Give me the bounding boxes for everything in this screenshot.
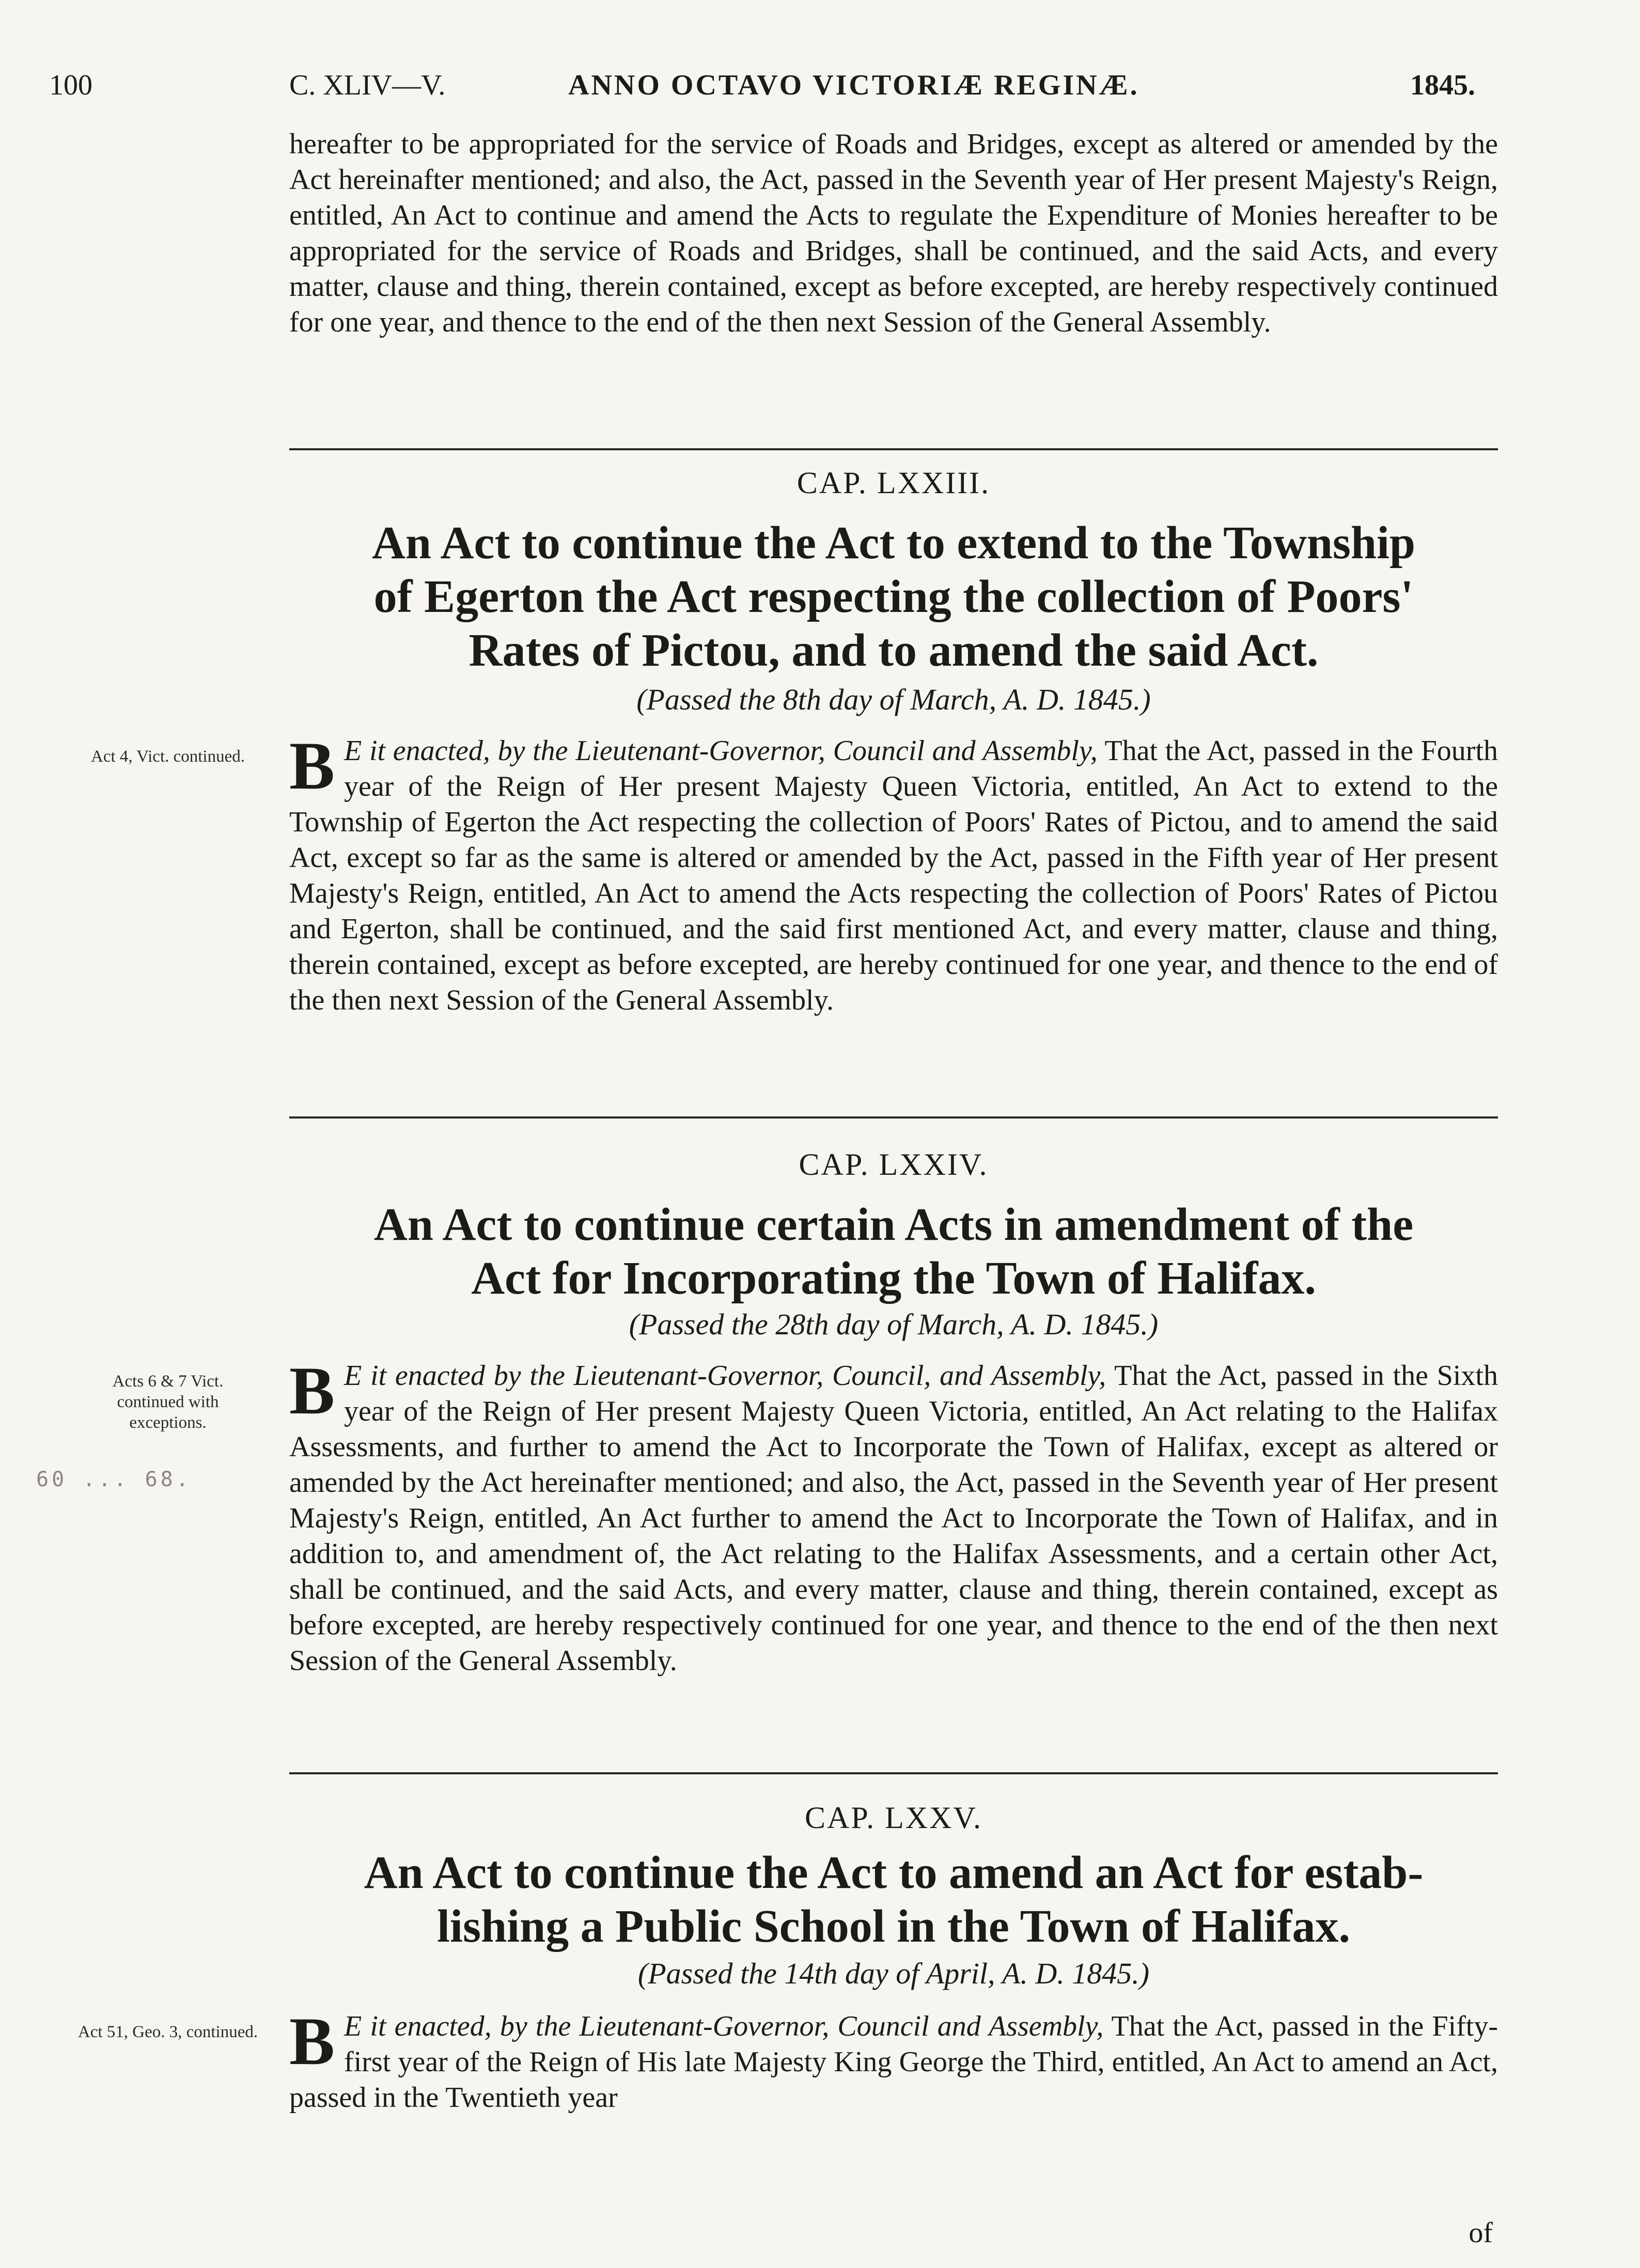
act-title-line: of Egerton the Act respecting the collection of Poors' xyxy=(373,571,1414,622)
act-title-line: An Act to continue the Act to amend an Act for estab- xyxy=(364,1847,1424,1898)
cap-heading: CAP. LXXIII. xyxy=(796,466,991,500)
enacting-clause xyxy=(289,2003,1498,2116)
act-title xyxy=(289,516,1498,678)
enacting-formula: E it enacted, by the Lieutenant-Governor, Council and Assembly, xyxy=(344,735,1098,767)
clause-text: That the Act, passed in the Fourth year of the Reign of Her present Majesty Queen Victoria, entitled, An Act to extend to the Township of Egerton the Act respecting the collection of Poors' Rates of Pictou, and to amend the said Act, except so far as the same is altered or amended by the Act, passed in the Fifth year of Her present Majesty's Reign, entitled, An Act to amend the Acts respecting the collection of Poors' Rates of Pictou and Egerton, shall be continued, and the said first mentioned Act, and every matter, clause and thing, therein contained, except as before excepted, are hereby continued for one year, and thence to the end of the then next Session of the General Assembly. xyxy=(289,735,1498,1016)
passed-date: (Passed the 8th day of March, A. D. 1845.) xyxy=(636,683,1151,716)
clause-text: That the Act, passed in the Sixth year of the Reign of Her present Majesty Queen Victoria, entitled, An Act relating to the Halifax Assessments, and further to amend the Act to Incorporate the Town of Halifax, except as altered or amended by the Act hereinafter mentioned; and also, the Act, passed in the Seventh year of Her present Majesty's Reign, entitled, An Act further to amend the Act to Incorporate the Town of Halifax, and in addition to, and amendment of, the Act relating to the Halifax Assessments, and a certain other Act, shall be continued, and the said Acts, and every matter, clause and thing, therein contained, except as before excepted, are hereby respectively continued for one year, and thence to the end of the then next Session of the General Assembly. xyxy=(289,1360,1498,1677)
act-title-line: Act for Incorporating the Town of Halifax. xyxy=(471,1253,1316,1304)
clause-text: That the Act, passed in the Fifty-first year of the Reign of His late Majesty King George the Third, entitled, An Act to amend an Act, passed in the Twentieth year xyxy=(289,2010,1498,2114)
catchword: of xyxy=(1469,2217,1493,2249)
header-year: 1845. xyxy=(1410,69,1475,101)
enacting-formula: E it enacted by the Lieutenant-Governor, Council, and Assembly, xyxy=(344,1360,1106,1392)
margin-note: Act 51, Geo. 3, continued. xyxy=(77,2023,258,2041)
passed-date: (Passed the 14th day of April, A. D. 1845.) xyxy=(637,1957,1150,1990)
continuation-text: hereafter to be appropriated for the service of Roads and Bridges, except as altered or amended by the Act hereinafter mentioned; and also, the Act, passed in the Seventh year of Her present Majesty's Reign, entitled, An Act to continue and amend the Acts to regulate the Expenditure of Monies hereafter to be appropriated for the service of Roads and Bridges, shall be continued, and the said Acts, and every matter, clause and thing, therein contained, except as before excepted, are hereby respectively continued for one year, and thence to the end of the then next Session of the General Assembly. xyxy=(289,128,1498,338)
drop-capital: B xyxy=(289,2003,335,2079)
continuation-paragraph xyxy=(289,127,1498,340)
cap-heading: CAP. LXXV. xyxy=(805,1801,982,1835)
cap-heading: CAP. LXXIV. xyxy=(799,1147,989,1182)
act-title xyxy=(289,1846,1498,1954)
enacting-formula: E it enacted, by the Lieutenant-Governor, Council and Assembly, xyxy=(344,2010,1104,2042)
act-title xyxy=(289,1198,1498,1305)
handwritten-marginalia: 60 ... 68. xyxy=(36,1468,192,1491)
chapter-range: C. XLIV—V. xyxy=(289,69,446,101)
section-rule xyxy=(289,448,1498,450)
running-title: ANNO OCTAVO VICTORIÆ REGINÆ. xyxy=(568,69,1139,101)
section-rule xyxy=(289,1772,1498,1774)
page-number: 100 xyxy=(49,69,92,101)
act-title-line: lishing a Public School in the Town of Halifax. xyxy=(437,1901,1350,1952)
enacting-clause xyxy=(289,728,1498,1018)
act-title-line: An Act to continue the Act to extend to the Township xyxy=(371,517,1416,569)
act-title-line: An Act to continue certain Acts in amendment of the xyxy=(373,1199,1414,1250)
margin-note: Acts 6 & 7 Vict. continued with exceptions. xyxy=(112,1372,224,1432)
margin-note: Act 4, Vict. continued. xyxy=(90,747,245,766)
act-title-line: Rates of Pictou, and to amend the said Act. xyxy=(468,625,1319,676)
passed-date: (Passed the 28th day of March, A. D. 1845.) xyxy=(629,1308,1159,1341)
section-rule xyxy=(289,1116,1498,1119)
drop-capital: B xyxy=(289,728,335,804)
drop-capital: B xyxy=(289,1352,335,1428)
enacting-clause xyxy=(289,1352,1498,1679)
